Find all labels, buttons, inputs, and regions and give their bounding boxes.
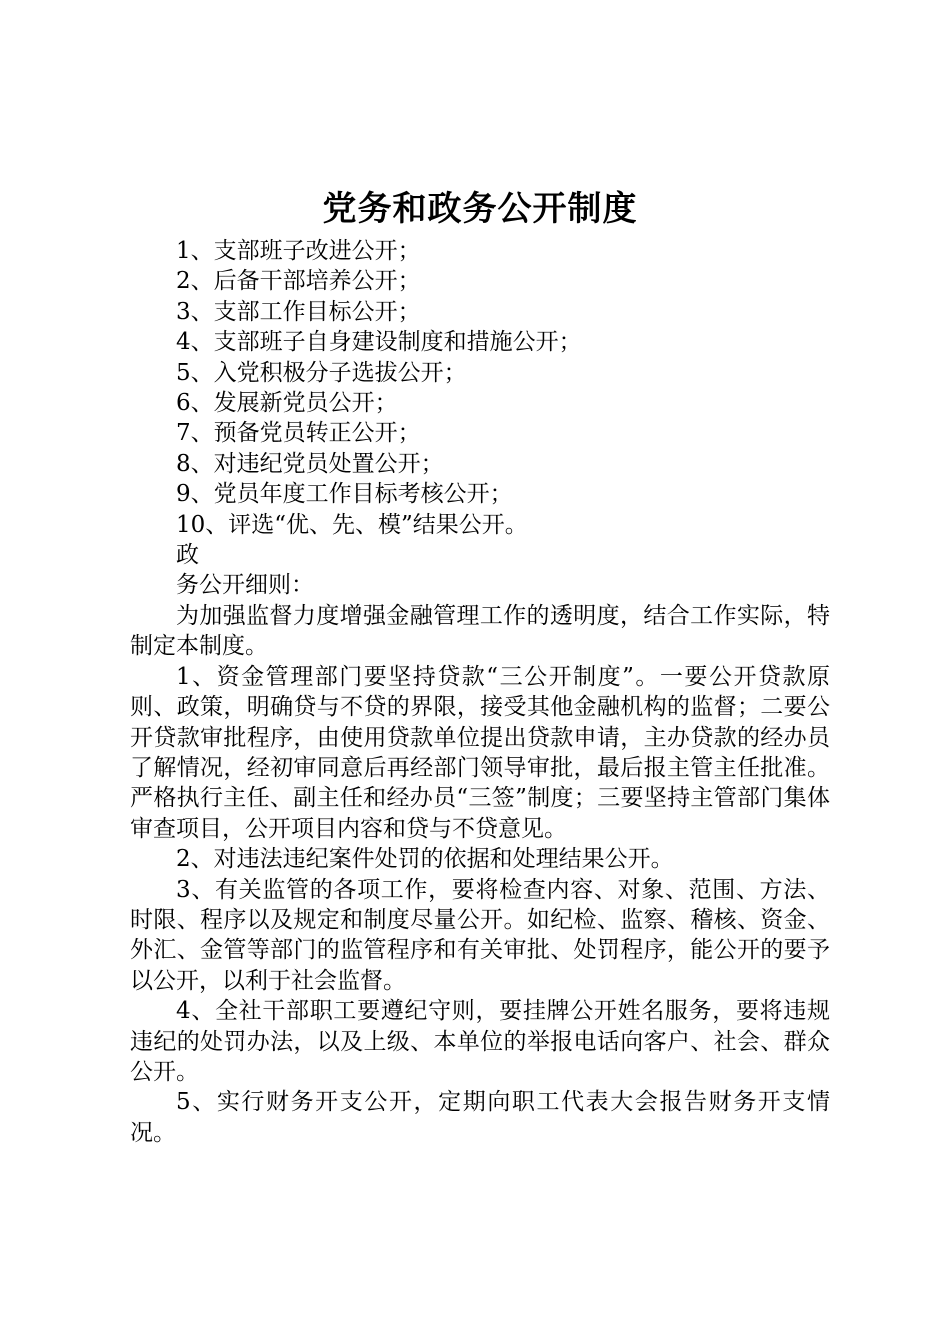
gov-item-1: 1、资金管理部门要坚持贷款“三公开制度”。一要公开贷款原则、政策，明确贷与不贷的界限，接受其他金融机构的监督；二要公开贷款审批程序，由使用贷款单位提出贷款申请，主办贷款的经办员了解情况，经初审同意后再经部门领导审批，最后报主管主任批准。严格执行主任、副主任和经办员“三签”制度；三要坚持主管部门集体审查项目，公开项目内容和贷与不贷意见。	[130, 663, 830, 842]
gov-heading-part1: 政	[176, 542, 199, 569]
gov-item-4: 4、全社干部职工要遵纪守则，要挂牌公开姓名服务，要将违规违纪的处罚办法，以及上级、本单位的举报电话向客户、社会、群众公开。	[130, 998, 830, 1085]
gov-item-5: 5、实行财务开支公开，定期向职工代表大会报告财务开支情况。	[130, 1089, 830, 1146]
party-item-4: 4、支部班子自身建设制度和措施公开；	[176, 329, 582, 356]
party-item-2: 2、后备干部培养公开；	[176, 268, 421, 295]
party-item-9: 9、党员年度工作目标考核公开；	[176, 481, 513, 508]
gov-item-3: 3、有关监管的各项工作，要将检查内容、对象、范围、方法、时限、程序以及规定和制度尽量公开。如纪检、监察、稽核、资金、外汇、金管等部门的监管程序和有关审批、处罚程序，能公开的要予以公开，以利于社会监督。	[130, 876, 830, 994]
gov-item-2: 2、对违法违纪案件处罚的依据和处理结果公开。	[176, 846, 674, 873]
gov-heading-part2: 务公开细则：	[176, 572, 314, 599]
party-item-3: 3、支部工作目标公开；	[176, 298, 421, 325]
party-item-1: 1、支部班子改进公开；	[176, 238, 421, 264]
party-item-5: 5、入党积极分子选拔公开；	[176, 359, 467, 386]
document-title: 党务和政务公开制度	[322, 189, 638, 229]
party-item-6: 6、发展新党员公开；	[176, 390, 398, 417]
document-body	[130, 236, 830, 1148]
party-item-7: 7、预备党员转正公开；	[176, 420, 421, 447]
intro-paragraph: 为加强监督力度增强金融管理工作的透明度，结合工作实际，特制定本制度。	[130, 602, 830, 660]
party-item-8: 8、对违纪党员处置公开；	[176, 450, 444, 477]
party-item-10: 10、评选“优、先、模”结果公开。	[176, 511, 528, 538]
